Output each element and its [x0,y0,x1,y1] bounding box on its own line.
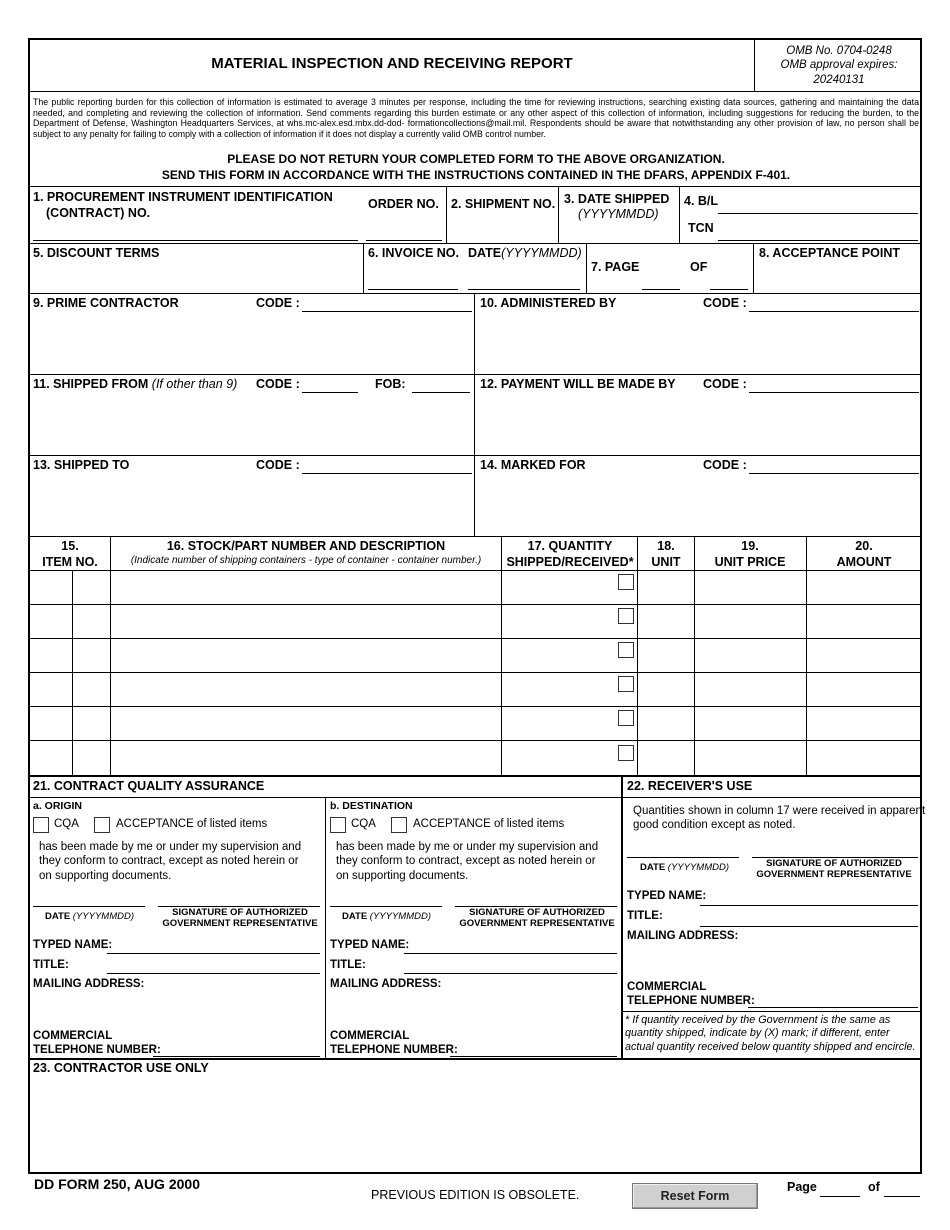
tcn-input[interactable] [718,240,918,241]
destination-typed-name-input[interactable] [404,953,617,954]
destination-date-input[interactable] [330,906,442,907]
prime-contractor-label: 9. PRIME CONTRACTOR [33,296,179,310]
destination-cqa-label: CQA [351,818,376,830]
origin-date-input[interactable] [33,906,145,907]
col-20-header: 20. AMOUNT [836,539,892,569]
marked-for-code-input[interactable] [749,473,919,474]
fob-input[interactable] [412,392,470,393]
receiver-title-label: TITLE: [627,910,663,922]
origin-typed-name-label: TYPED NAME: [33,939,113,951]
origin-acceptance-checkbox[interactable] [94,817,110,833]
footer-of-input[interactable] [884,1196,920,1197]
origin-date-label: DATE (YYYYMMDD) [45,911,135,922]
shipment-no-label: 2. SHIPMENT NO. [451,197,556,211]
receiver-signature-label: SIGNATURE OF AUTHORIZED GOVERNMENT REPRESENTATIVE [756,858,912,880]
origin-mailing-label: MAILING ADDRESS: [33,978,145,990]
contractor-use-area[interactable] [33,1078,919,1170]
col-18-header: 18. UNIT [651,539,681,569]
col-15-header: 15. ITEM NO. [42,539,98,569]
invoice-date-input[interactable] [468,289,580,290]
origin-cqa-label: CQA [54,818,79,830]
destination-mailing-label: MAILING ADDRESS: [330,978,442,990]
discount-terms-label: 5. DISCOUNT TERMS [33,246,160,260]
destination-signature-label: SIGNATURE OF AUTHORIZED GOVERNMENT REPRESENTATIVE [459,907,615,929]
receiver-date-input[interactable] [627,857,739,858]
page-label: 7. PAGE [591,260,640,274]
destination-phone-input[interactable] [450,1056,617,1057]
destination-date-label: DATE (YYYYMMDD) [342,911,432,922]
destination-cqa-checkbox[interactable] [330,817,346,833]
shipped-from-code-input[interactable] [302,392,358,393]
prime-contractor-code-input[interactable] [302,311,472,312]
administered-by-code-input[interactable] [749,311,919,312]
destination-acceptance-label: ACCEPTANCE of listed items [413,818,565,830]
shipped-to-code-input[interactable] [302,473,472,474]
origin-cqa-checkbox[interactable] [33,817,49,833]
administered-by-code-label: CODE : [703,296,747,310]
notice-line-2: SEND THIS FORM IN ACCORDANCE WITH THE INSTRUCTIONS CONTAINED IN THE DFARS, APPENDIX F-401. [161,167,791,182]
destination-title-input[interactable] [404,973,617,974]
notice [30,152,922,183]
tcn-label: TCN [688,221,714,235]
col-16-header: 16. STOCK/PART NUMBER AND DESCRIPTION (Indicate number of shipping containers - type of container - container number.) [130,539,482,566]
shipped-to-code-label: CODE : [256,458,300,472]
footer-page-input[interactable] [820,1196,860,1197]
prime-contractor-code-label: CODE : [256,296,300,310]
destination-title-label: TITLE: [330,959,366,971]
page-input[interactable] [642,289,680,290]
qty-received-checkbox[interactable] [618,608,634,624]
cqa-title: 21. CONTRACT QUALITY ASSURANCE [33,779,265,793]
origin-acceptance-label: ACCEPTANCE of listed items [116,818,268,830]
marked-for-label: 14. MARKED FOR [480,458,586,472]
destination-phone-label: COMMERCIAL TELEPHONE NUMBER: [330,1030,458,1057]
acceptance-point-label: 8. ACCEPTANCE POINT [759,246,900,260]
form-id: DD FORM 250, AUG 2000 [34,1176,200,1192]
origin-typed-name-input[interactable] [107,953,320,954]
order-no-label: ORDER NO. [368,197,439,211]
col-17-header: 17. QUANTITY SHIPPED/RECEIVED* [506,539,634,569]
receiver-typed-name-input[interactable] [700,905,918,906]
origin-phone-label: COMMERCIAL TELEPHONE NUMBER: [33,1030,161,1057]
receiver-footnote: * If quantity received by the Government is the same as quantity shipped, indicate by (X) mark; if different, enter actual quantity received below quantity shipped and encircle. [625,1014,916,1053]
receiver-phone-input[interactable] [748,1007,918,1008]
bl-input[interactable] [718,213,918,214]
qty-received-checkbox[interactable] [618,745,634,761]
invoice-no-input[interactable] [368,289,458,290]
omb-info [756,44,922,87]
contractor-use-title: 23. CONTRACTOR USE ONLY [33,1061,209,1075]
omb-expires-label: OMB approval expires: [780,59,898,72]
origin-label: a. ORIGIN [33,800,83,812]
origin-title-label: TITLE: [33,959,69,971]
reset-form-button[interactable]: Reset Form [632,1183,758,1209]
receiver-title-input[interactable] [700,926,918,927]
destination-statement: has been made by me or under my supervision and they conform to contract, except as noted herein or on supporting documents. [336,841,599,882]
date-shipped-label: 3. DATE SHIPPED [564,192,670,206]
qty-received-checkbox[interactable] [618,642,634,658]
receiver-typed-name-label: TYPED NAME: [627,890,707,902]
page-of-input[interactable] [710,289,748,290]
shipped-to-label: 13. SHIPPED TO [33,458,130,472]
origin-signature-label: SIGNATURE OF AUTHORIZED GOVERNMENT REPRESENTATIVE [162,907,318,929]
bl-label: 4. B/L [684,194,719,208]
shipped-from-code-label: CODE : [256,377,300,391]
footer-page-label: Page [787,1180,817,1194]
receivers-use-title: 22. RECEIVER'S USE [627,779,753,793]
origin-phone-input[interactable] [153,1056,320,1057]
receiver-statement: Quantities shown in column 17 were received in apparent good condition except as noted. [633,805,926,832]
marked-for-code-label: CODE : [703,458,747,472]
payment-by-code-input[interactable] [749,392,919,393]
form-title: MATERIAL INSPECTION AND RECEIVING REPORT [211,55,573,72]
receiver-date-label: DATE (YYYYMMDD) [640,862,730,873]
date-shipped-format: (YYYYMMDD) [578,207,659,221]
qty-received-checkbox[interactable] [618,676,634,692]
col-19-header: 19. UNIT PRICE [714,539,786,569]
page-of-label: OF [690,260,708,274]
footer-of-label: of [868,1180,880,1194]
fob-label: FOB: [375,377,406,391]
payment-by-code-label: CODE : [703,377,747,391]
contract-no-input[interactable] [33,240,358,241]
receiver-phone-label: COMMERCIAL TELEPHONE NUMBER: [627,981,755,1008]
destination-acceptance-checkbox[interactable] [391,817,407,833]
destination-typed-name-label: TYPED NAME: [330,939,410,951]
payment-by-label: 12. PAYMENT WILL BE MADE BY [480,377,676,391]
shipped-from-label: 11. SHIPPED FROM (If other than 9) [33,377,238,391]
invoice-date-label: DATE(YYYYMMDD) [468,246,582,260]
destination-label: b. DESTINATION [330,800,413,812]
administered-by-label: 10. ADMINISTERED BY [480,296,617,310]
origin-title-input[interactable] [107,973,320,974]
qty-received-checkbox[interactable] [618,574,634,590]
invoice-no-label: 6. INVOICE NO. [368,246,459,260]
receiver-mailing-label: MAILING ADDRESS: [627,930,739,942]
obsolete-notice: PREVIOUS EDITION IS OBSOLETE. [371,1188,580,1202]
qty-received-checkbox[interactable] [618,710,634,726]
order-no-input[interactable] [366,240,442,241]
notice-line-1: PLEASE DO NOT RETURN YOUR COMPLETED FORM TO THE ABOVE ORGANIZATION. [227,152,725,166]
omb-expires-date: 20240131 [813,73,865,86]
omb-number: OMB No. 0704-0248 [786,45,892,57]
field-1-label: 1. PROCUREMENT INSTRUMENT IDENTIFICATION (CONTRACT) NO. [33,190,333,220]
burden-statement: The public reporting burden for this collection of information is estimated to average 3 minutes per response, including the time for reviewing instructions, searching existing data sources, gathering and maintaining the data needed, and completing and reviewing the collection of information. Send comments regarding this burden estimate or any other aspect of this collection of information, including suggestions for reducing the burden, to the Department of Defense, Washington Headquarters Services, at whs.mc-alex.esd.mbx.dd-dod- formationcollections@mail.mil. Respondents should be aware that notwithstanding any other provision of law, no person shall be subject to any penalty for failing to comply with a collection of information if it does not display a currently valid OMB control number. [33,97,919,140]
origin-statement: has been made by me or under my supervision and they conform to contract, except as noted herein or on supporting documents. [39,841,302,882]
